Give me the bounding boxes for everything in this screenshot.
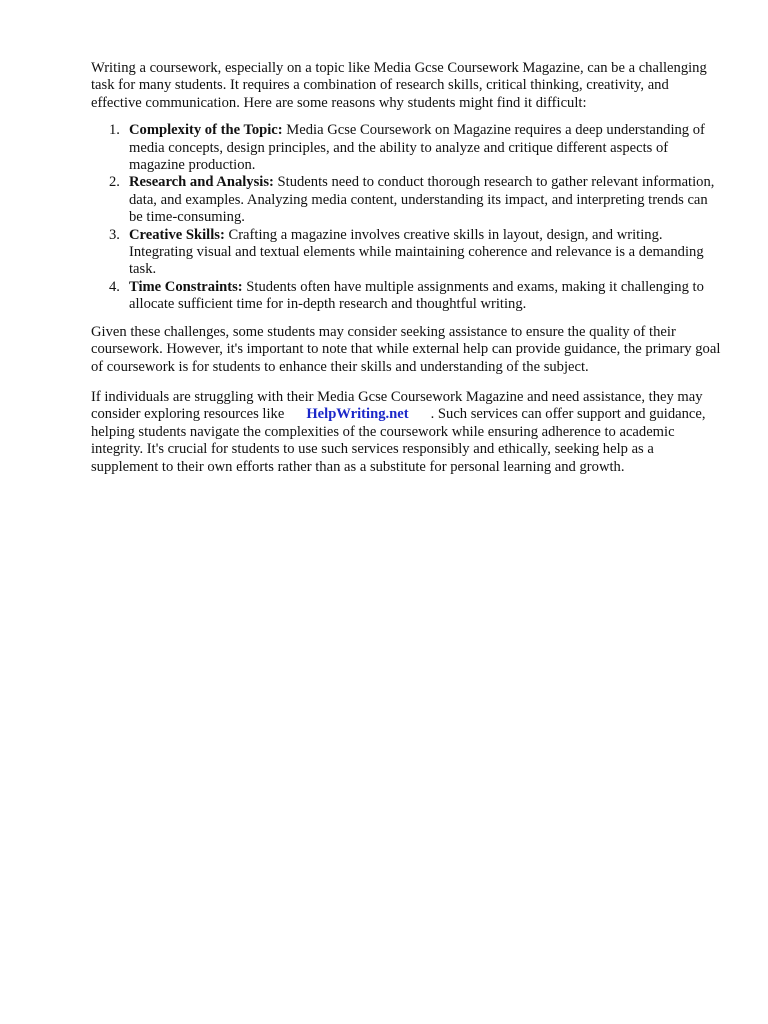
list-number: 4. bbox=[109, 278, 120, 295]
list-number: 1. bbox=[109, 122, 120, 139]
list-number: 2. bbox=[109, 174, 120, 191]
reasons-list bbox=[91, 122, 721, 313]
list-number: 3. bbox=[109, 226, 120, 243]
list-item-text: Media Gcse Coursework on Magazine requires a deep understanding of media concepts, design principles, and the ability to analyze and critique different aspects of magazine production. bbox=[129, 122, 705, 174]
resources-paragraph bbox=[91, 389, 721, 476]
list-item-text: Students often have multiple assignments and exams, making it challenging to allocate sufficient time for in-depth research and thoughtful writing. bbox=[129, 278, 704, 313]
list-item-term: Research and Analysis: bbox=[129, 174, 274, 191]
list-item-term: Complexity of the Topic: bbox=[129, 122, 283, 139]
list-item-text: Crafting a magazine involves creative skills in layout, design, and writing. Integrating visual and textual elements while maintaining coherence and relevance is a demanding task. bbox=[129, 226, 704, 278]
list-item-term: Creative Skills: bbox=[129, 226, 225, 243]
list-item-term: Time Constraints: bbox=[129, 278, 243, 295]
list-item bbox=[109, 174, 721, 226]
resources-text-before: If individuals are struggling with their Media Gcse Coursework Magazine and need assistance, they may consider exploring resources like bbox=[91, 388, 703, 423]
document-page bbox=[91, 60, 721, 489]
list-item bbox=[109, 278, 721, 314]
list-item-text: Students need to conduct thorough research to gather relevant information, data, and examples. Analyzing media content, understanding its impact, and interpreting trends can be time-consuming. bbox=[129, 174, 715, 226]
helpwriting-link[interactable]: HelpWriting.net bbox=[306, 406, 409, 423]
list-item bbox=[109, 122, 721, 174]
intro-paragraph: Writing a coursework, especially on a topic like Media Gcse Coursework Magazine, can be a challenging task for many students. It requires a combination of research skills, critical thinking, creativity, and effective communication. Here are some reasons why students might find it difficult: bbox=[91, 60, 707, 111]
list-item bbox=[109, 226, 721, 279]
resources-text-after: . Such services can offer support and guidance, helping students navigate the complexities of the coursework while ensuring adherence to academic integrity. It's crucial for students to use such services responsibly and ethically, seeking help as a supplement to their own efforts rather than as a substitute for personal learning and growth. bbox=[91, 406, 706, 475]
challenges-paragraph: Given these challenges, some students may consider seeking assistance to ensure the quality of their coursework. However, it's important to note that while external help can provide guidance, the primary goal of coursework is for students to enhance their skills and understanding of the subject. bbox=[91, 323, 721, 375]
